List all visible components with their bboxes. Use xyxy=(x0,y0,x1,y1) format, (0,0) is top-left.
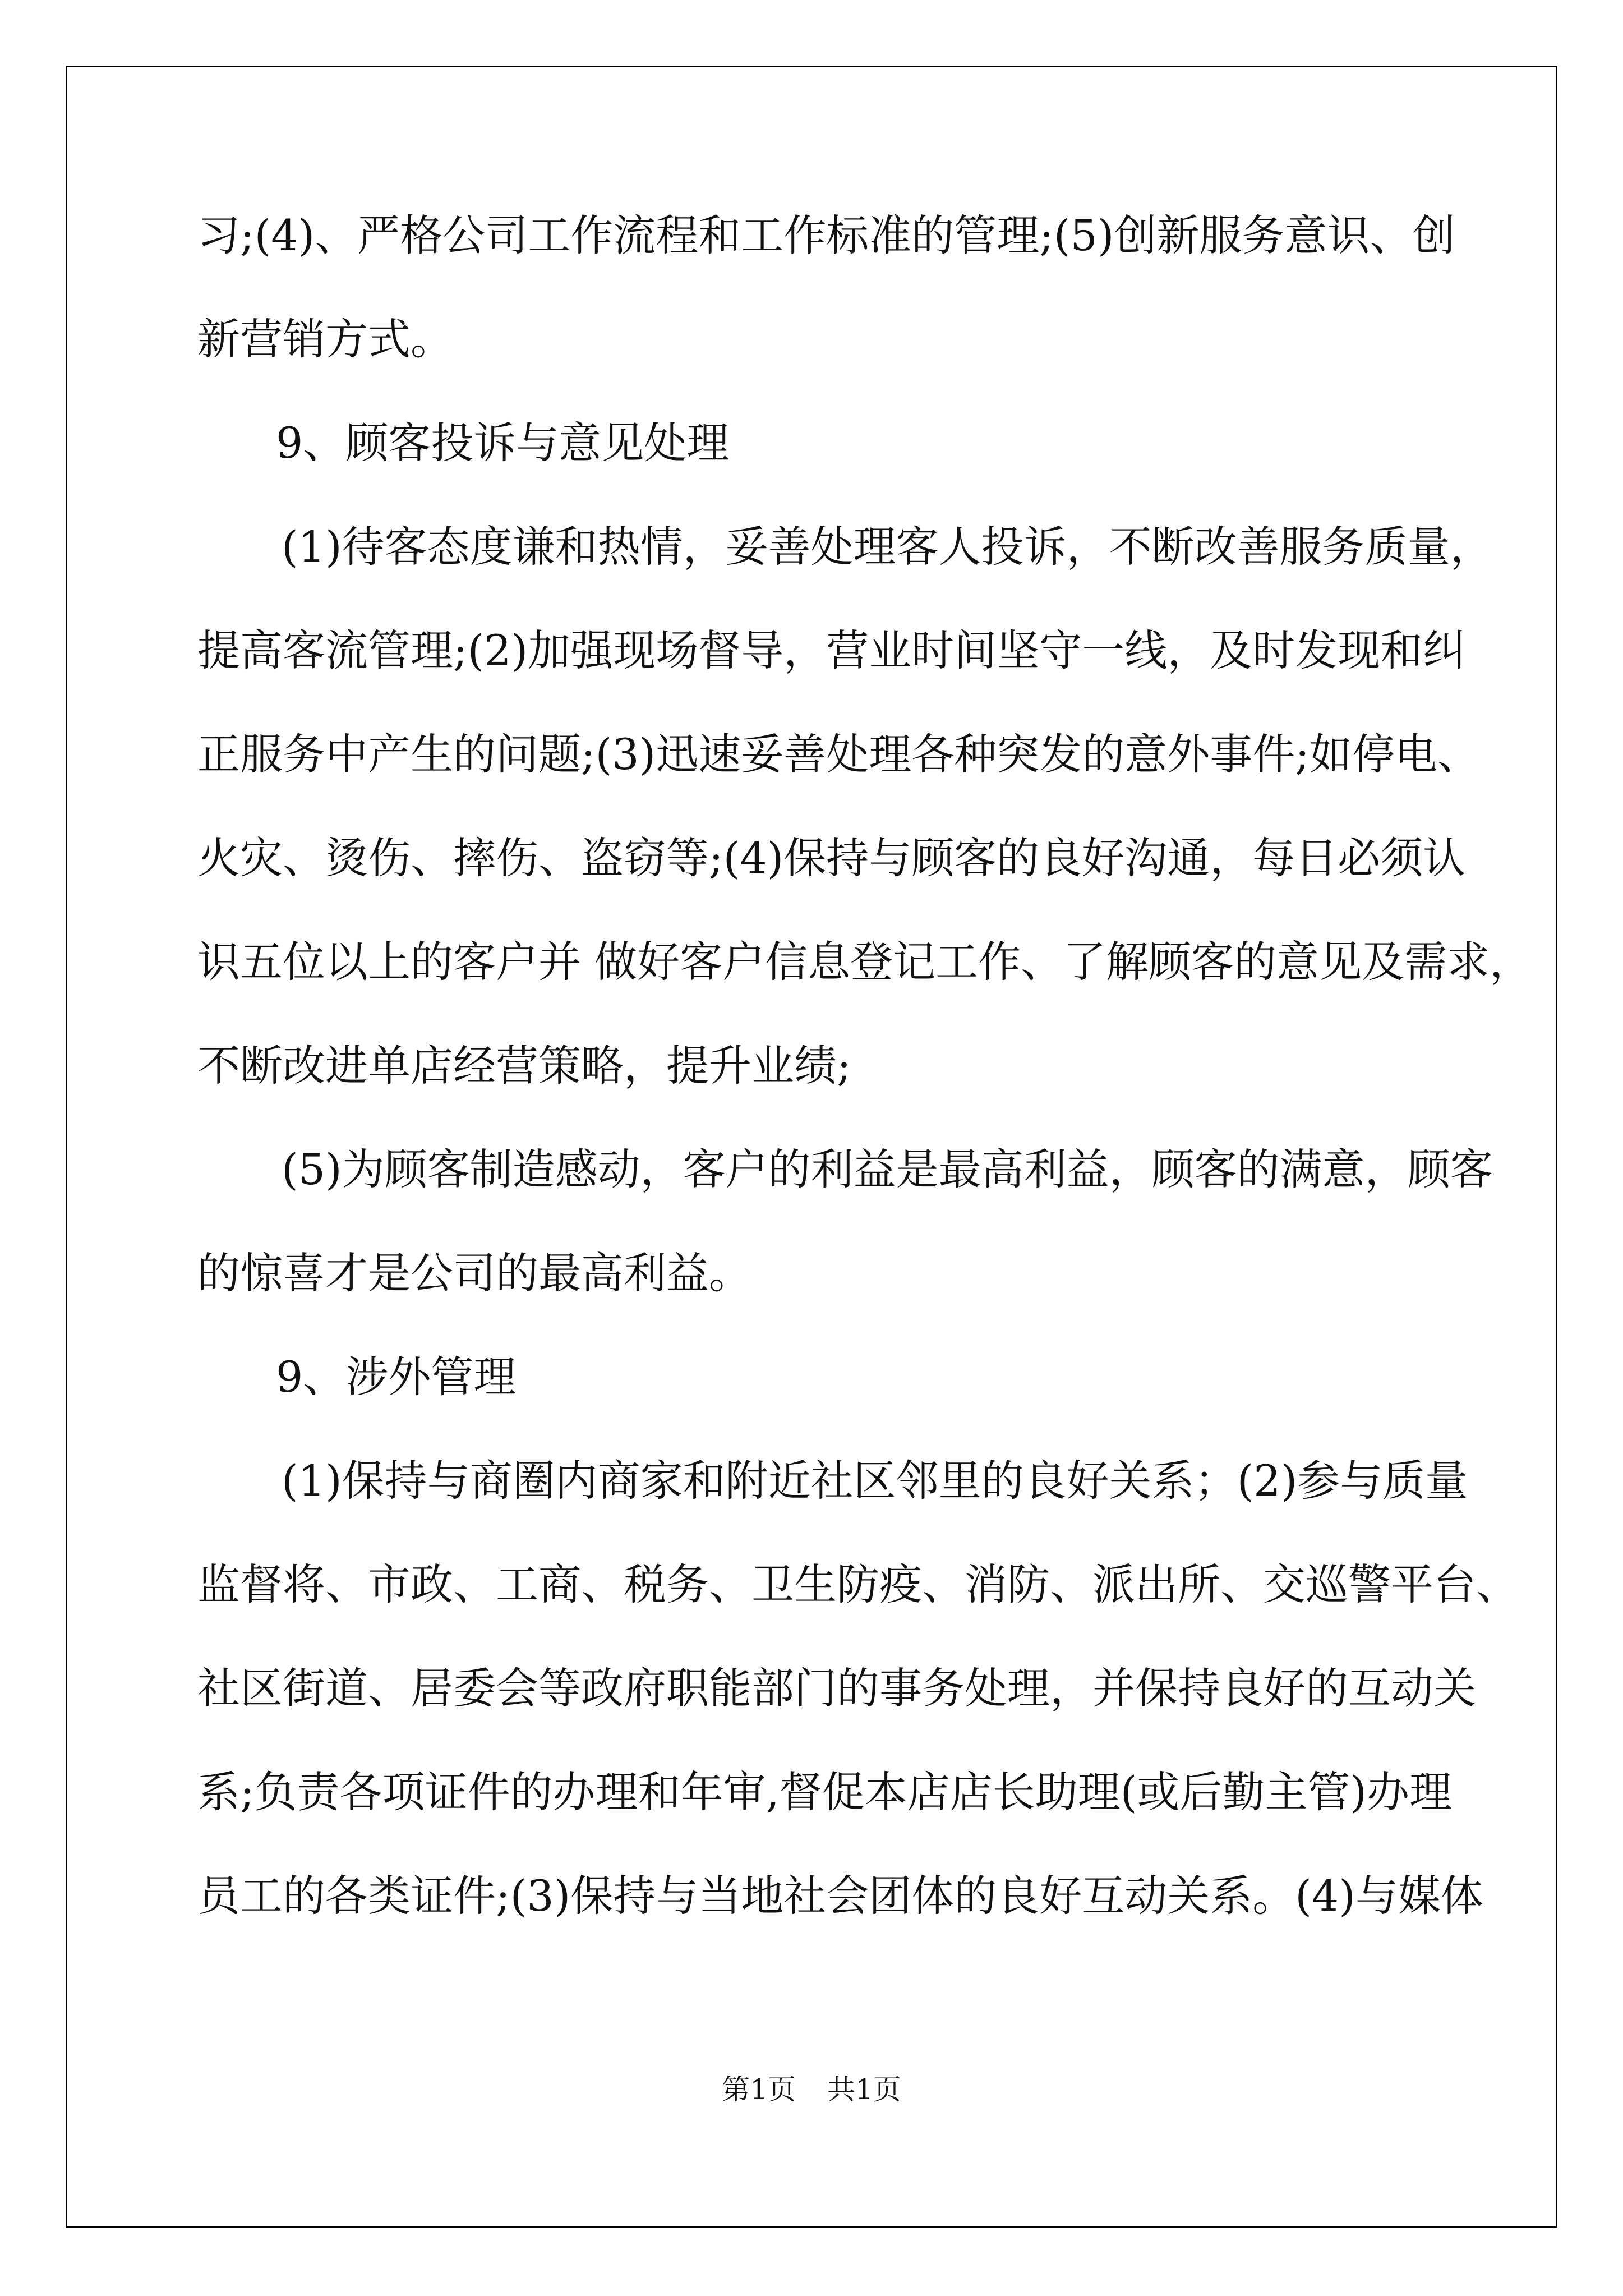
text-line: 习;(4)、严格公司工作流程和工作标准的管理;(5)创新服务意识、创 xyxy=(197,210,1455,260)
section-heading: 9、顾客投诉与意见处理 xyxy=(276,418,730,468)
page-number: 第1页 xyxy=(722,2073,796,2106)
text-line: 新营销方式。 xyxy=(197,314,453,364)
text-line: 社区街道、居委会等政府职能部门的事务处理，并保持良好的互动关 xyxy=(197,1663,1476,1713)
text-line: (1)保持与商圈内商家和附近社区邻里的良好关系；(2)参与质量 xyxy=(282,1456,1468,1506)
section-heading: 9、涉外管理 xyxy=(276,1352,517,1402)
document-body xyxy=(197,210,1533,1975)
page-total: 共1页 xyxy=(827,2073,901,2106)
text-line: 员工的各类证件;(3)保持与当地社会团体的良好互动关系。(4)与媒体 xyxy=(197,1871,1483,1921)
text-line: 火灾、烫伤、摔伤、盗窃等;(4)保持与顾客的良好沟通，每日必须认 xyxy=(197,833,1466,883)
text-line: 的惊喜才是公司的最高利益。 xyxy=(197,1248,751,1298)
text-line: 不断改进单店经营策略，提升业绩; xyxy=(197,1041,851,1091)
text-line: 提高客流管理;(2)加强现场督导，营业时间坚守一线，及时发现和纠 xyxy=(197,625,1466,675)
text-line: 正服务中产生的问题;(3)迅速妥善处理各种突发的意外事件;如停电、 xyxy=(197,729,1480,779)
text-line: 系;负责各项证件的办理和年审,督促本店店长助理(或后勤主管)办理 xyxy=(197,1767,1453,1817)
text-line: 识五位以上的客户并 做好客户信息登记工作、了解顾客的意见及需求， xyxy=(197,937,1533,987)
text-line: (1)待客态度谦和热情，妥善处理客人投诉，不断改善服务质量， xyxy=(282,522,1493,572)
text-line: (5)为顾客制造感动，客户的利益是最高利益，顾客的满意，顾客 xyxy=(282,1144,1493,1194)
text-line: 监督将、市政、工商、税务、卫生防疫、消防、派出所、交巡警平台、 xyxy=(197,1559,1519,1609)
page-footer xyxy=(0,2073,1623,2106)
